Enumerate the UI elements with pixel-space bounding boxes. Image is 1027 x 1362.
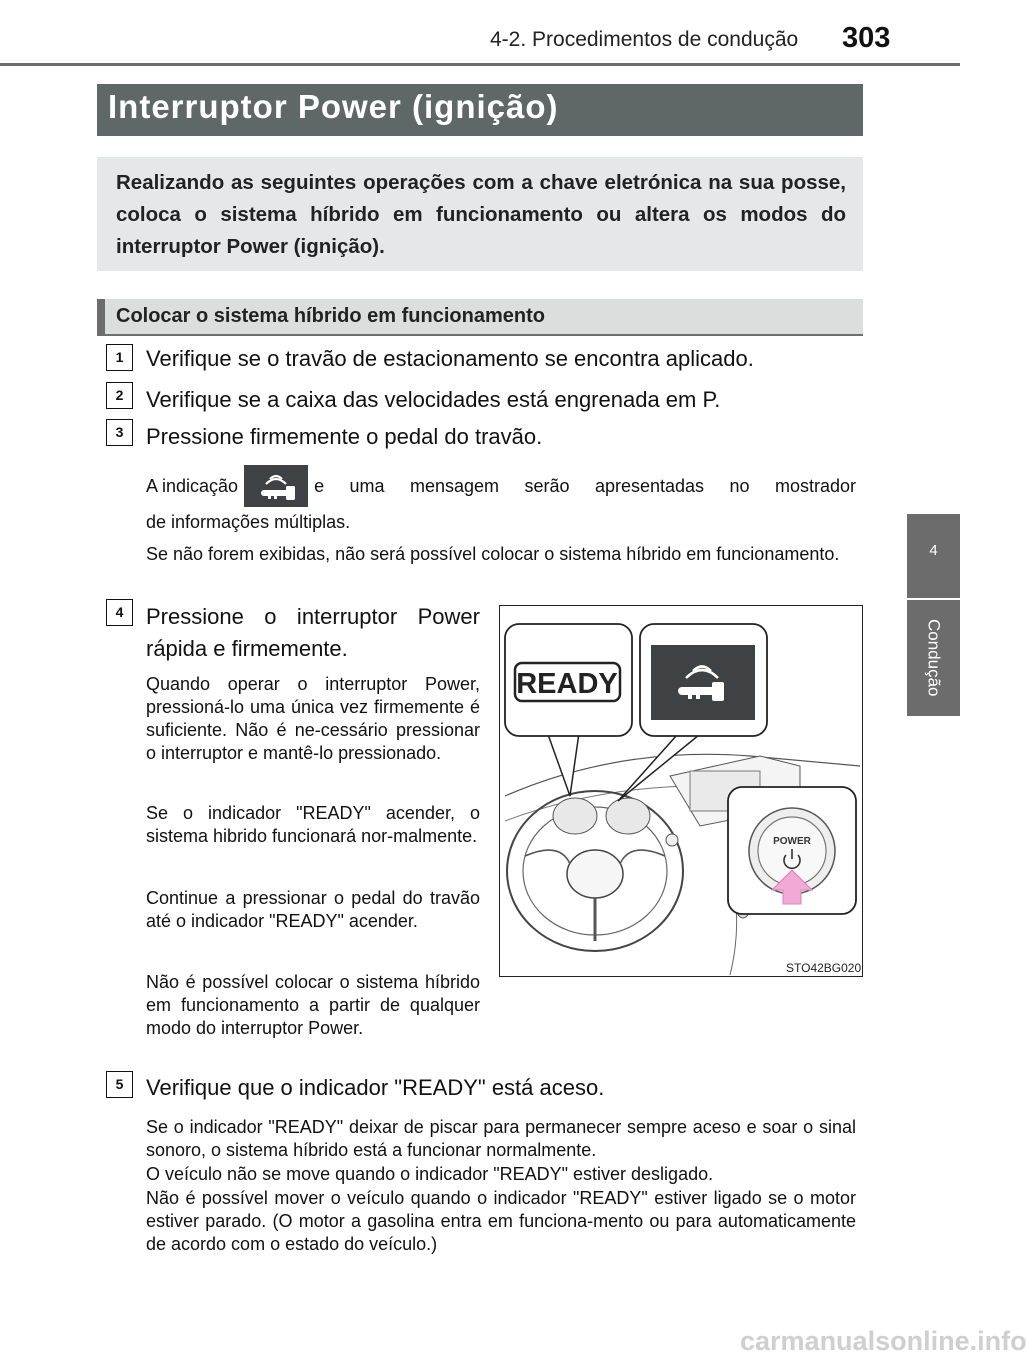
section-heading-marker xyxy=(97,299,105,336)
page-number: 303 xyxy=(842,22,891,54)
step-2-text: Verifique se a caixa das velocidades está engrenada em P. xyxy=(146,387,721,412)
step-4-note-3: Continue a pressionar o pedal do travão até o indicador "READY" acender. xyxy=(146,888,480,931)
header-rule xyxy=(0,63,960,66)
power-button-label: POWER xyxy=(773,836,811,847)
step-1-text: Verifique se o travão de estacionamento se encontra aplicado. xyxy=(146,346,754,371)
step-number-3: 3 xyxy=(106,419,133,446)
dashboard-drawing xyxy=(500,606,861,975)
figure-caption: STO42BG020 xyxy=(786,961,862,975)
note-text-after-icon: e uma mensagem serão apresentadas no mostrador xyxy=(314,475,856,496)
step-4-line-2: rápida e firmemente. xyxy=(146,636,348,661)
step-number-4: 4 xyxy=(106,599,133,626)
smart-key-indicator-icon xyxy=(244,465,308,507)
step-5-note-3: Não é possível mover o veículo quando o indicador "READY" estiver ligado se o motor estiver parado. (O motor a gasolina entra em funciona-mento ou para automaticamente de acordo com o estado do veículo.) xyxy=(146,1188,856,1254)
step-4-text xyxy=(146,601,480,665)
step-3-note-2: Se não forem exibidas, não será possível colocar o sistema híbrido em funcionamento. xyxy=(146,544,840,564)
step-3-text: Pressione firmemente o pedal do travão. xyxy=(146,424,543,449)
step-number-1: 1 xyxy=(106,344,133,371)
page-title: Interruptor Power (ignição) xyxy=(108,88,559,125)
step-5-text: Verifique que o indicador "READY" está aceso. xyxy=(146,1075,605,1100)
intro-text: Realizando as seguintes operações com a chave eletrónica na sua posse, coloca o sistema híbrido em funcionamento ou altera os modos do interruptor Power (ignição). xyxy=(116,171,846,258)
step-4-note-2: Se o indicador "READY" acender, o sistema hibrido funcionará nor-malmente. xyxy=(146,803,480,846)
step-3-note-1 xyxy=(146,465,856,534)
step-5-note-2: O veículo não se move quando o indicador "READY" estiver desligado. xyxy=(146,1164,714,1184)
step-4-note-1: Quando operar o interruptor Power, pressioná-lo uma única vez firmemente é suficiente. Não é ne-cessário pressionar o interruptor e mantê-lo pressionado. xyxy=(146,674,480,763)
step-5-note-1: Se o indicador "READY" deixar de piscar para permanecer sempre aceso e soar o sinal sonoro, o sistema híbrido está a funcionar normalmente. xyxy=(146,1117,856,1160)
step-4-line-1: Pressione o interruptor Power xyxy=(146,604,480,629)
note-text-line2: de informações múltiplas. xyxy=(146,512,351,532)
chapter-number: 4 xyxy=(929,542,938,559)
watermark: carmanualsonline.info xyxy=(740,1326,1027,1356)
chapter-label: Condução xyxy=(924,619,944,697)
section-heading: Colocar o sistema híbrido em funcionamento xyxy=(116,305,545,327)
dashboard-illustration xyxy=(499,605,863,977)
ready-indicator-label: READY xyxy=(516,668,618,700)
step-4-note-4: Não é possível colocar o sistema híbrido em funcionamento a partir de qualquer modo do interruptor Power. xyxy=(146,972,480,1038)
step-number-2: 2 xyxy=(106,382,133,409)
step-number-5: 5 xyxy=(106,1071,133,1098)
note-text-before-icon: A indicação xyxy=(146,475,239,496)
running-header: 4-2. Procedimentos de condução xyxy=(490,28,799,51)
